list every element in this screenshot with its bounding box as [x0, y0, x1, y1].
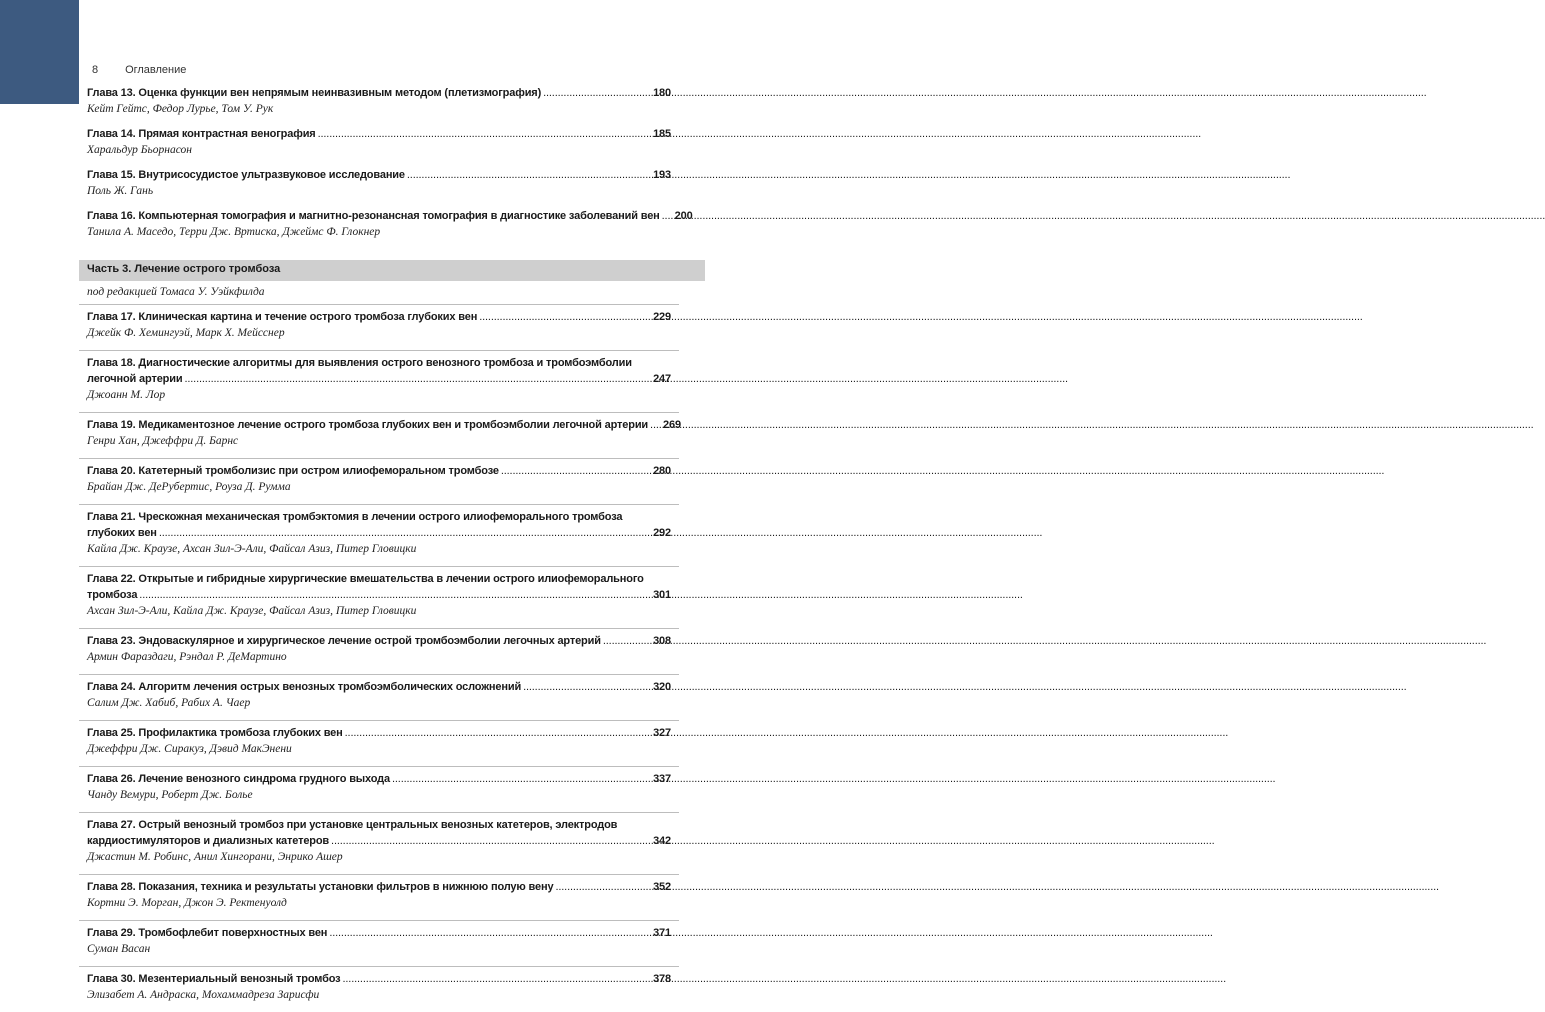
toc-part-3 [87, 304, 681, 1012]
chapter-page-number: 301 [653, 589, 671, 601]
chapter-heading [87, 208, 693, 225]
chapter-page-number: 352 [653, 881, 671, 893]
leader-dots [479, 309, 650, 326]
chapter-authors: Чанду Вемури, Роберт Дж. Болье [87, 789, 253, 801]
chapter-title: Глава 20. Катетерный тромболизис при остром илиофеморальном тромбозе [87, 465, 499, 477]
toc-entry[interactable] [87, 725, 671, 757]
chapter-heading [87, 463, 671, 480]
chapter-page-number: 180 [653, 87, 671, 99]
chapter-page-number: 193 [653, 169, 671, 181]
chapter-heading [87, 679, 671, 696]
chapter-heading [87, 879, 671, 896]
chapter-page-number: 371 [653, 927, 671, 939]
chapter-authors: Джеффри Дж. Сиракуз, Дэвид МакЭнени [87, 743, 292, 755]
leader-dots [407, 167, 650, 184]
entry-divider [79, 674, 679, 675]
entry-divider [79, 350, 679, 351]
entry-divider [79, 966, 679, 967]
chapter-page-number: 200 [674, 210, 693, 222]
entry-divider [79, 812, 679, 813]
part-title: Часть 3. Лечение острого тромбоза [87, 263, 281, 275]
chapter-page-number: 308 [653, 635, 671, 647]
chapter-title: Глава 29. Тромбофлебит поверхностных вен [87, 927, 328, 939]
running-head [92, 64, 186, 78]
chapter-page-number: 320 [653, 681, 671, 693]
chapter-heading [87, 725, 671, 742]
chapter-heading [87, 971, 671, 988]
chapter-authors: Кейт Гейтс, Федор Лурье, Том У. Рук [87, 103, 274, 115]
chapter-title: Глава 30. Мезентериальный венозный тромбоз [87, 973, 341, 985]
chapter-heading [87, 833, 671, 850]
leader-dots [662, 208, 672, 225]
chapter-authors: Джоанн М. Лор [87, 389, 166, 401]
chapter-authors: Брайан Дж. ДеРубертис, Роуза Д. Румма [87, 481, 291, 493]
toc-entry[interactable] [87, 771, 671, 803]
chapter-heading [87, 371, 671, 388]
chapter-authors: Харальдур Бьорнасон [87, 144, 193, 156]
toc-part-previous [87, 85, 693, 249]
toc-entry[interactable] [87, 571, 671, 619]
leader-dots [501, 463, 650, 480]
chapter-title: Глава 24. Алгоритм лечения острых венозных тромбоэмболических осложнений [87, 681, 522, 693]
toc-entry[interactable] [87, 85, 671, 117]
leader-dots [543, 85, 650, 102]
chapter-title: Глава 16. Компьютерная томография и магнитно-резонансная томография в диагностике заболеваний вен [87, 210, 660, 222]
chapter-heading [87, 633, 671, 650]
chapter-heading [87, 85, 671, 102]
chapter-authors: Поль Ж. Гань [87, 185, 154, 197]
chapter-title-line-1: Глава 21. Чрескожная механическая тромбэктомия в лечении острого илиофеморального тромбоза [87, 511, 623, 523]
chapter-title: глубоких вен [87, 527, 157, 539]
chapter-title: кардиостимуляторов и диализных катетеров [87, 835, 330, 847]
leader-dots [139, 587, 650, 604]
chapter-page-number: 229 [653, 311, 671, 323]
chapter-title: Глава 23. Эндоваскулярное и хирургическое лечение острой тромбоэмболии легочных артерий [87, 635, 601, 647]
chapter-title: легочной артерии [87, 373, 183, 385]
toc-entry[interactable] [87, 817, 671, 865]
toc-entry[interactable] [87, 167, 671, 199]
toc-entry[interactable] [87, 309, 671, 341]
chapter-title-line-1: Глава 18. Диагностические алгоритмы для выявления острого венозного тромбоза и тромбоэмболии [87, 357, 632, 369]
entry-divider [79, 458, 679, 459]
entry-divider [79, 412, 679, 413]
toc-entry[interactable] [87, 509, 671, 557]
toc-entry[interactable] [87, 463, 671, 495]
chapter-authors: Кортни Э. Морган, Джон Э. Ректенуолд [87, 897, 287, 909]
leader-dots [184, 371, 650, 388]
entry-divider [79, 874, 679, 875]
chapter-authors: Джейк Ф. Хемингуэй, Марк Х. Мейсснер [87, 327, 285, 339]
chapter-heading [87, 771, 671, 788]
chapter-authors: Салим Дж. Хабиб, Рабих А. Чаер [87, 697, 251, 709]
toc-entry[interactable] [87, 417, 681, 449]
chapter-page-number: 280 [653, 465, 671, 477]
entry-divider [79, 566, 679, 567]
leader-dots [555, 879, 650, 896]
part-editor: под редакцией Томаса У. Уэйкфилда [87, 286, 265, 298]
chapter-authors: Элизабет А. Андраска, Мохаммадреза Зарисфи [87, 989, 320, 1001]
chapter-page-number: 292 [653, 527, 671, 539]
chapter-title: Глава 19. Медикаментозное лечение острого тромбоза глубоких вен и тромбоэмболии легочной артерии [87, 419, 649, 431]
entry-divider [79, 720, 679, 721]
toc-entry[interactable] [87, 971, 671, 1003]
leader-dots [318, 126, 651, 143]
chapter-title: Глава 25. Профилактика тромбоза глубоких вен [87, 727, 343, 739]
corner-color-block [0, 0, 79, 104]
leader-dots [523, 679, 650, 696]
chapter-heading [87, 167, 671, 184]
toc-entry[interactable] [87, 679, 671, 711]
leader-dots [392, 771, 650, 788]
toc-entry[interactable] [87, 355, 671, 403]
leader-dots [329, 925, 650, 942]
chapter-title-line-1: Глава 27. Острый венозный тромбоз при установке центральных венозных катетеров, электродов [87, 819, 618, 831]
leader-dots [650, 417, 660, 434]
chapter-authors: Суман Васан [87, 943, 151, 955]
chapter-title: Глава 13. Оценка функции вен непрямым неинвазивным методом (плетизмография) [87, 87, 542, 99]
chapter-authors: Ахсан Зил-Э-Али, Кайла Дж. Краузе, Файсал Азиз, Питер Гловицки [87, 605, 417, 617]
chapter-page-number: 327 [653, 727, 671, 739]
entry-divider [79, 766, 679, 767]
chapter-authors: Кайла Дж. Краузе, Ахсан Зил-Э-Али, Файсал Азиз, Питер Гловицки [87, 543, 417, 555]
chapter-title-line-1: Глава 22. Открытые и гибридные хирургические вмешательства в лечении острого илиофеморального [87, 573, 644, 585]
entry-divider [79, 304, 679, 305]
toc-entry[interactable] [87, 879, 671, 911]
toc-entry[interactable] [87, 925, 671, 957]
chapter-title: тромбоза [87, 589, 138, 601]
chapter-authors: Генри Хан, Джеффри Д. Барнс [87, 435, 239, 447]
leader-dots [159, 525, 650, 542]
section-title: Оглавление [125, 64, 187, 76]
chapter-page-number: 342 [653, 835, 671, 847]
leader-dots [345, 725, 650, 742]
chapter-page-number: 185 [653, 128, 671, 140]
chapter-heading [87, 587, 671, 604]
chapter-title: Глава 14. Прямая контрастная венография [87, 128, 316, 140]
chapter-page-number: 337 [653, 773, 671, 785]
entry-divider [79, 628, 679, 629]
chapter-authors: Армин Фараздаги, Рэндал Р. ДеМартино [87, 651, 287, 663]
chapter-title: Глава 15. Внутрисосудистое ультразвуковое исследование [87, 169, 405, 181]
chapter-title: Глава 28. Показания, техника и результаты установки фильтров в нижнюю полую вену [87, 881, 554, 893]
chapter-heading [87, 525, 671, 542]
chapter-authors: Джастин М. Робинс, Анил Хингорани, Энрико Ашер [87, 851, 343, 863]
toc-entry[interactable] [87, 208, 693, 240]
entry-divider [79, 504, 679, 505]
chapter-heading [87, 417, 681, 434]
chapter-page-number: 247 [653, 373, 671, 385]
leader-dots [603, 633, 650, 650]
page-number: 8 [92, 64, 99, 76]
part-heading-bar [79, 260, 705, 281]
chapter-heading [87, 309, 671, 326]
chapter-page-number: 378 [653, 973, 671, 985]
chapter-heading [87, 126, 671, 143]
chapter-heading [87, 925, 671, 942]
chapter-title: Глава 26. Лечение венозного синдрома грудного выхода [87, 773, 390, 785]
entry-divider [79, 920, 679, 921]
toc-entry[interactable] [87, 633, 671, 665]
toc-entry[interactable] [87, 126, 671, 158]
leader-dots [331, 833, 650, 850]
chapter-title: Глава 17. Клиническая картина и течение острого тромбоза глубоких вен [87, 311, 478, 323]
leader-dots [343, 971, 651, 988]
chapter-page-number: 269 [663, 419, 681, 431]
chapter-authors: Танила А. Маседо, Терри Дж. Вртиска, Джеймс Ф. Глокнер [87, 226, 381, 238]
